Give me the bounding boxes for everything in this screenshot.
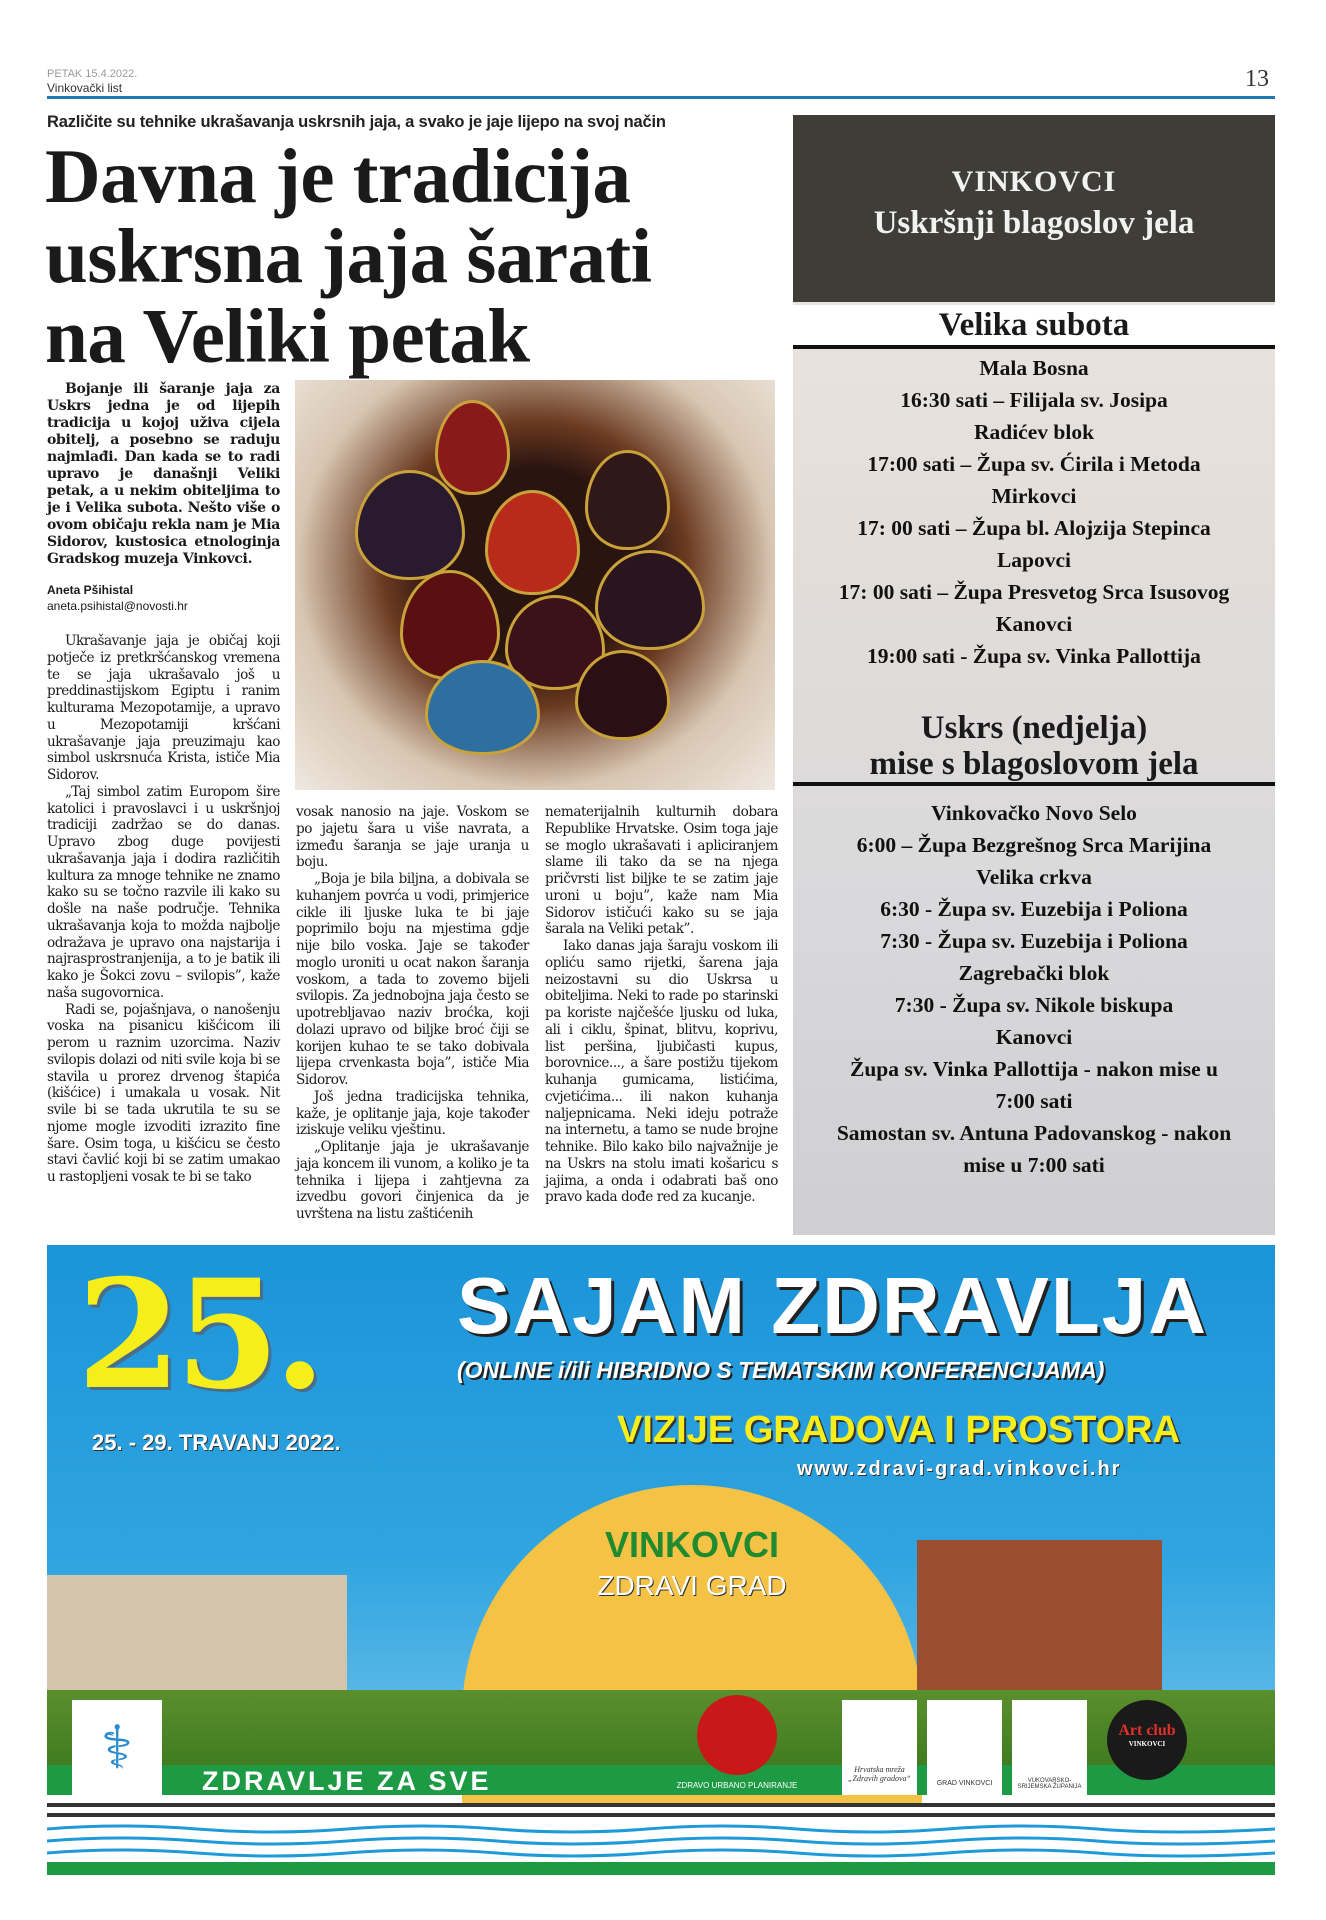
headline-line: na Veliki petak	[45, 293, 530, 379]
schedule-line: 7:00 sati	[995, 1089, 1073, 1113]
club-sub-label: VINKOVCI	[1128, 1740, 1166, 1748]
schedule-line: Lapovci	[996, 548, 1072, 572]
article-headline	[45, 133, 785, 379]
headline-line: uskrsna jaja šarati	[45, 213, 652, 299]
ad-city: VINKOVCI	[604, 1524, 780, 1565]
schedule-line: Kanovci	[995, 1025, 1073, 1049]
club-label: Art club	[1118, 1722, 1176, 1739]
page-number: 13	[1245, 66, 1269, 92]
paragraph: Radi se, pojašnjava, o nanošenju voska na pisanicu kišćicom ili perom u raznim uzorcima. Naziv svilopis dolazi od niti svile koja bi se stavila u prorez drvenog štapića (kišćice) i umakala u vosak. Nit svile bi se tada ukrutila te su se njome mogle izvoditi izrazito fine šare. Osim toga, u kišćicu se često stavi čavlić koji bi se zatim umakao u rastopljeni vosak te bi se tako	[47, 1001, 280, 1185]
divider-line	[47, 1803, 1275, 1807]
schedule-line: 17: 00 sati – Župa Presvetog Srca Isusovog	[838, 580, 1230, 604]
ad-slogan: ZDRAVLJE ZA SVE	[202, 1766, 492, 1796]
divider-line	[47, 1813, 1275, 1817]
schedule-line: 16:30 sati – Filijala sv. Josipa	[900, 388, 1168, 412]
schedule-line: Velika crkva	[976, 865, 1092, 889]
paragraph: nematerijalnih kulturnih dobara Republike Hrvatske. Osim toga jaje se moglo ukrašavati i apliciranjem slame ili tako da se na njega pričvrsti list biljke te se zatim jaje uroni u boju”, kaže nam Mia Sidorov ističući kako su se jaja šarala na Veliki petak”.	[545, 804, 778, 938]
schedule-line: Radićev blok	[973, 420, 1095, 444]
article-kicker: Različite su tehnike ukrašavanja uskrsnih jaja, a svako je jaje lijepo na svoj način	[47, 113, 666, 131]
health-fair-advertisement	[47, 1245, 1275, 1875]
paragraph: Još jedna tradicijska tehnika, kaže, je oplitanje jaja, koje također iziskuje veliku vještinu.	[296, 1088, 529, 1139]
schedule-line: 6:00 – Župa Bezgrešnog Srca Marijina	[856, 833, 1212, 857]
schedule-line: Zagrebački blok	[958, 961, 1110, 985]
schedule-line: 19:00 sati - Župa sv. Vinka Pallottija	[867, 644, 1201, 668]
saturday-list	[793, 352, 1275, 672]
ad-title: SAJAM ZDRAVLJA	[457, 1261, 1209, 1350]
paragraph: Ukrašavanje jaja je običaj koji potječe iz pretkršćanskog vremena te se jaja ukrašavalo još u preddinastijskom Egiptu i ranim kulturama Mezopotamije, a upravo u Mezopotamiji kršćani ukrašavanje jaja preuzimaju kao simbol uskrsnuća Krista, ističe Mia Sidorov.	[47, 633, 280, 783]
easter-eggs-photo	[295, 380, 775, 790]
schedule-line: 7:30 - Župa sv. Euzebija i Poliona	[880, 929, 1188, 953]
article-column-1	[47, 633, 280, 1186]
network-label: Hrvatska mreža „Zdravih gradova“	[848, 1765, 911, 1783]
publication-name: Vinkovački list	[47, 81, 123, 95]
ad-city-sub: ZDRAVI GRAD	[597, 1570, 787, 1601]
sunday-heading-line: Uskrs (nedjelja)	[920, 710, 1148, 746]
urban-planning-logo	[667, 1695, 807, 1790]
urban-planning-label: ZDRAVO URBANO PLANIRANJE	[676, 1781, 798, 1790]
apple-icon	[697, 1695, 777, 1775]
author-email[interactable]: aneta.psihistal@novosti.hr	[47, 599, 188, 613]
author-name: Aneta Pšihistal	[47, 583, 134, 597]
schedule-line: Kanovci	[995, 612, 1073, 636]
schedule-line: Mirkovci	[991, 484, 1077, 508]
issue-date: PETAK 15.4.2022.	[47, 68, 138, 80]
schedule-title-block	[793, 115, 1275, 302]
schedule-line: 6:30 - Župa sv. Euzebija i Poliona	[880, 897, 1188, 921]
schedule-line: Mala Bosna	[979, 356, 1089, 380]
schedule-line: 7:30 - Župa sv. Nikole biskupa	[894, 993, 1174, 1017]
sunday-heading	[793, 710, 1275, 786]
schedule-line: Župa sv. Vinka Pallottija - nakon mise u	[850, 1057, 1218, 1081]
article-intro: Bojanje ili šaranje jaja za Uskrs jedna je od lijepih tradicija u kojoj uživa cijela obitelj, a posebno se raduju najmlađi. Dan kada se to radi upravo je današnji Veliki petak, a u nekim obiteljima to je i Velika subota. Nešto više o ovom običaju rekla nam je Mia Sidorov, kustosica etnologinja Gradskog muzeja Vinkovci.	[47, 381, 280, 567]
schedule-line: mise u 7:00 sati	[963, 1153, 1105, 1177]
article-column-3	[545, 804, 778, 1206]
ad-bottom-green-bar	[47, 1862, 1275, 1875]
paragraph: Iako danas jaja šaraju voskom ili opliću samo rijetki, šarena jaja neizostavni su dio Uskrsa u obiteljima. Neki to rade po starinski pa koriste najčešće ljusku od luka, ali i ciklu, špinat, blitvu, koprivu, list peršina, ljubičasti kupus, borovnice..., a šare postižu tijekom kuhanja gumicama, listićima, cvjetićima... ili nakon kuhanja naljepnicama. Neki ideju potraže na internetu, a tamo se nude brojne tehnike. Bilo kako bilo najvažnije je na Uskrs na stolu imati košaricu s jajima, a onda i odabrati baš ono pravo kada dođe red za kucanje.	[545, 938, 778, 1206]
ad-edition-number: 25.	[77, 1247, 320, 1423]
schedule-title: Uskršnji blagoslov jela	[873, 205, 1195, 241]
schedule-line: Samostan sv. Antuna Padovanskog - nakon	[836, 1121, 1232, 1145]
ad-theme: VIZIJE GRADOVA I PROSTORA	[617, 1409, 1181, 1451]
paragraph: „Oplitanje jaja je ukrašavanje jaja koncem ili vunom, a koliko je ta tehnika i lijepa i zahtjevna za izvedbu govori činjenica da je uvrštena na listu zaštićenih	[296, 1139, 529, 1222]
blessing-schedule-box	[793, 115, 1275, 1235]
paragraph: vosak nanosio na jaje. Voskom se po jajetu šara u više navrata, a između šaranja se jaje uranja u boju.	[296, 804, 529, 871]
city-coat-of-arms	[927, 1700, 1002, 1795]
schedule-line: 17:00 sati – Župa sv. Ćirila i Metoda	[867, 452, 1201, 476]
schedule-line: 17: 00 sati – Župa bl. Alojzija Stepinca	[857, 516, 1211, 540]
sunday-heading-line: mise s blagoslovom jela	[869, 746, 1199, 782]
ad-subtitle: (ONLINE i/ili HIBRIDNO S TEMATSKIM KONFERENCIJAMA)	[457, 1357, 1105, 1383]
city-label: GRAD VINKOVCI	[936, 1780, 993, 1787]
paragraph: „Boja je bila biljna, a dobivala se kuhanjem povrća u vodi, primjerice cikle ili ljuske luka te bi jaje poprimilo boju na mjestima gdje nije bilo voska. Jaje se također moglo uroniti u ocat nakon šaranja voskom, a tada to zovemo bijeli svilopis. Za jednobojna jaja često se upotrebljavao naziv broćka, koji dolazi upravo od biljke broć čiji se korijen kuhao te se tako dobivala lijepa crvenkasta boja”, ističe Mia Sidorov.	[296, 871, 529, 1088]
header-rule	[47, 96, 1275, 99]
art-club-logo	[1107, 1700, 1187, 1780]
headline-line: Davna je tradicija	[45, 133, 631, 219]
who-logo-icon: ⚕	[72, 1700, 162, 1795]
ad-grass	[47, 1690, 1275, 1775]
saturday-heading: Velika subota	[793, 305, 1275, 349]
ad-url[interactable]: www.zdravi-grad.vinkovci.hr	[797, 1458, 1122, 1480]
county-coat-of-arms	[1012, 1700, 1087, 1795]
paragraph: „Taj simbol zatim Europom šire katolici i pravoslavci i u uskršnjoj tradiciji zadržao se do danas. Upravo zbog duge povijesti ukrašavanja jaja i dodira različitih kultura za mnoge tehnike ne znamo kako su se točno razvile ili kako su došle na naše područje. Tehnika ukrašavanja koja to možda najbolje odražava je upravo ona najstarija i najrasprostranjenija, a to je batik ili kako je Šokci zovu – svilopis”, kaže naša sugovornica.	[47, 783, 280, 1001]
article-column-2	[296, 804, 529, 1223]
healthy-cities-network-logo	[842, 1700, 917, 1795]
schedule-city: VINKOVCI	[951, 165, 1117, 198]
ad-dates: 25. - 29. TRAVANJ 2022.	[92, 1430, 341, 1455]
schedule-line: Vinkovačko Novo Selo	[931, 801, 1137, 825]
water-waves-icon	[47, 1823, 1275, 1863]
sunday-list	[793, 797, 1275, 1181]
county-label: VUKOVARSKO-SRIJEMSKA ŽUPANIJA	[1017, 1778, 1082, 1790]
